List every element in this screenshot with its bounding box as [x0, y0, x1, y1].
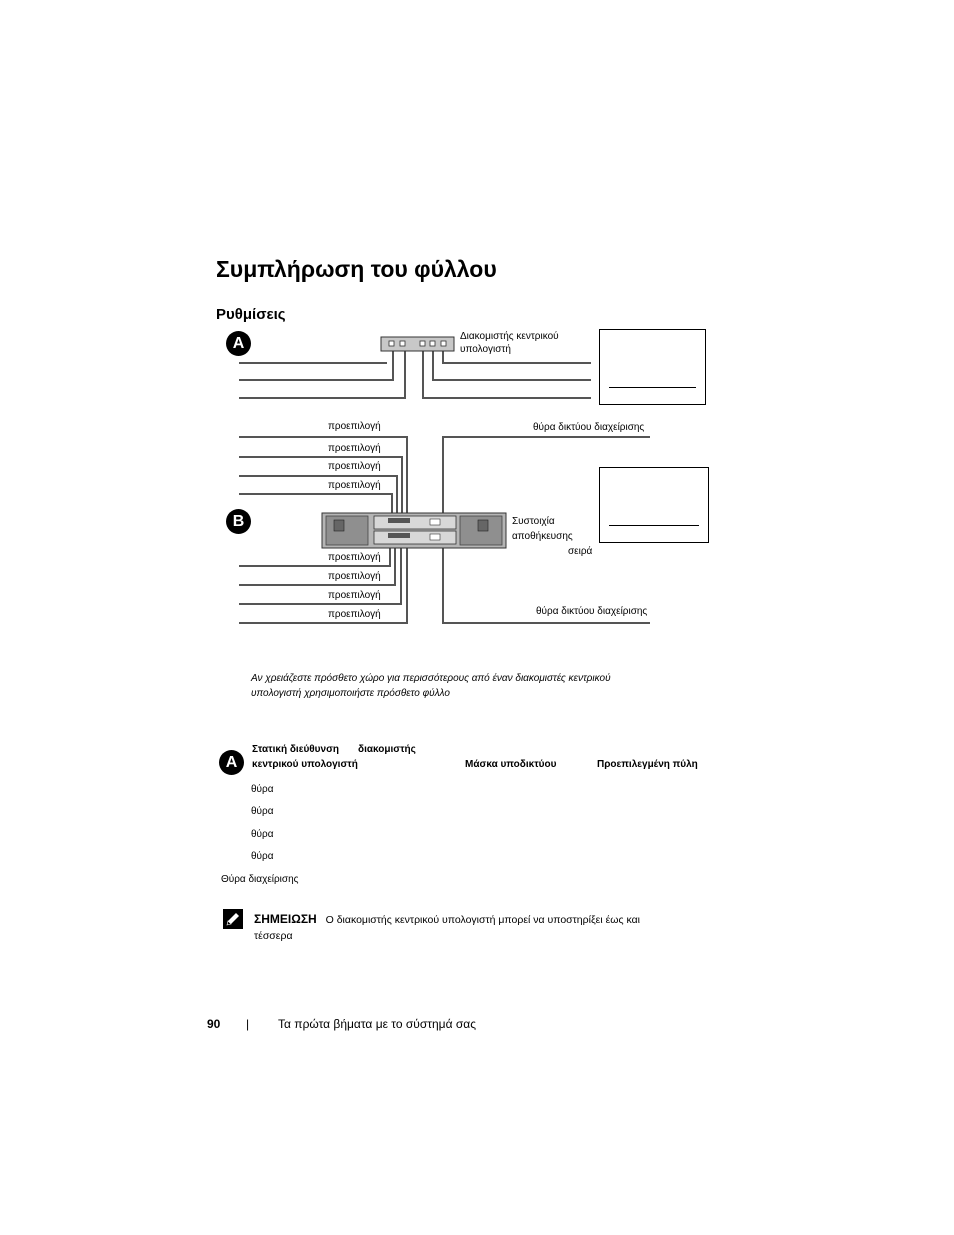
- table-row-mgmt-port: Θύρα διαχείρισης: [221, 874, 299, 885]
- default-label-top-1: προεπιλογή: [328, 421, 381, 432]
- default-label-top-4: προεπιλογή: [328, 480, 381, 491]
- host-name-write-line: [609, 387, 696, 388]
- host-port-line-2: [239, 348, 405, 398]
- instruction-line2: υπολογιστή χρησιμοποιήστε πρόσθετο φύλλο: [251, 688, 450, 699]
- table-badge-a: A: [219, 750, 244, 775]
- default-label-bottom-3: προεπιλογή: [328, 590, 381, 601]
- footer-separator: |: [246, 1017, 250, 1031]
- ctrl-top-line-1: [239, 437, 407, 518]
- default-label-bottom-4: προεπιλογή: [328, 609, 381, 620]
- table-row-port-3: θύρα: [251, 829, 274, 840]
- storage-label-line3: σειρά: [568, 546, 593, 557]
- default-label-top-2: προεπιλογή: [328, 443, 381, 454]
- col-header-default-gateway: Προεπιλεγμένη πύλη: [597, 759, 698, 770]
- diagram-badge-b: B: [226, 509, 251, 534]
- host-server-label-line1: Διακομιστής κεντρικού: [460, 331, 559, 342]
- ctrl-bottom-line-4: [239, 537, 407, 623]
- col-header-subnet-mask: Μάσκα υποδικτύου: [465, 759, 557, 770]
- host-name-box[interactable]: [599, 329, 706, 405]
- note-text-line1: Ο διακομιστής κεντρικού υπολογιστή μπορεί να υποστηρίξει έως και: [325, 914, 640, 926]
- host-server-label-line2: υπολογιστή: [460, 344, 511, 355]
- note-block: [254, 911, 684, 944]
- mgmt-port-label-bottom: θύρα δικτύου διαχείρισης: [536, 606, 648, 617]
- storage-name-box[interactable]: [599, 467, 709, 543]
- col-header-static-address-b: διακομιστής: [358, 744, 416, 755]
- storage-array-icon: [322, 513, 506, 548]
- storage-label-line1: Συστοιχία: [512, 516, 555, 527]
- page-title: Συμπλήρωση του φύλλου: [216, 256, 497, 282]
- col-header-static-address: [252, 742, 416, 772]
- page-number: 90: [207, 1017, 221, 1031]
- footer-section-title: Τα πρώτα βήματα με το σύστημά σας: [278, 1017, 476, 1031]
- col-header-static-address-line2: κεντρικού υπολογιστή: [252, 759, 358, 770]
- storage-name-write-line: [609, 525, 699, 526]
- pencil-note-icon: [223, 909, 243, 929]
- table-row-port-2: θύρα: [251, 806, 274, 817]
- mgmt-port-label-top: θύρα δικτύου διαχείρισης: [533, 422, 645, 433]
- instruction-line1: Αν χρειάζεστε πρόσθετο χώρο για περισσότερους από έναν διακομιστές κεντρικού: [251, 673, 611, 684]
- instruction-text: [251, 671, 671, 701]
- storage-label-line2: αποθήκευσης: [512, 531, 573, 542]
- note-label: ΣΗΜΕΙΩΣΗ: [254, 912, 317, 926]
- default-label-bottom-1: προεπιλογή: [328, 552, 381, 563]
- table-row-port-1: θύρα: [251, 784, 274, 795]
- diagram-badge-a: A: [226, 331, 251, 356]
- table-row-port-4: θύρα: [251, 851, 274, 862]
- col-header-static-address-a: Στατική διεύθυνση: [252, 744, 340, 755]
- note-text-line2: τέσσερα: [254, 930, 293, 942]
- default-label-top-3: προεπιλογή: [328, 461, 381, 472]
- default-label-bottom-2: προεπιλογή: [328, 571, 381, 582]
- host-server-icon: [381, 337, 454, 351]
- section-subtitle: Ρυθμίσεις: [216, 306, 286, 323]
